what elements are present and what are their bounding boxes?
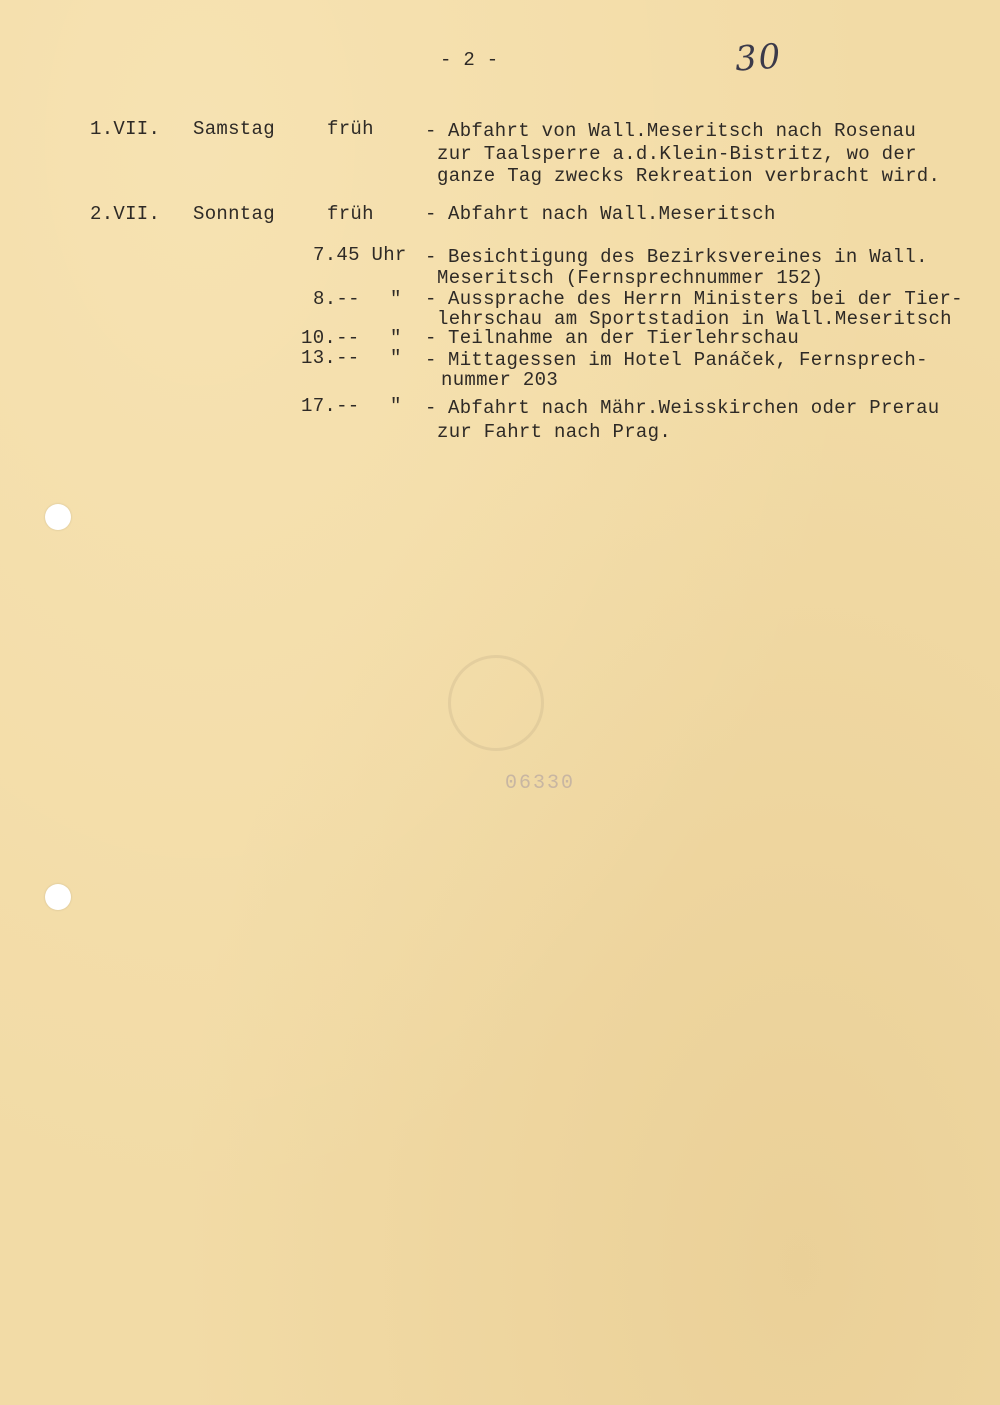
entry-ditto: " <box>390 288 402 310</box>
entry-text-line: Abfahrt nach Mähr.Weisskirchen oder Prerau <box>448 397 940 419</box>
faded-stamp-circle <box>448 655 544 751</box>
entry-text-line: Besichtigung des Bezirksvereines in Wall. <box>448 246 928 268</box>
entry-time: 7.45 Uhr <box>313 244 407 266</box>
entry-ditto: " <box>390 395 402 417</box>
entry-time: 10.-- <box>301 327 360 349</box>
entry-time: früh <box>327 118 374 140</box>
entry-text-line: Abfahrt nach Wall.Meseritsch <box>448 203 776 225</box>
entry-text-line: zur Fahrt nach Prag. <box>437 421 672 443</box>
entry-text-line: Abfahrt von Wall.Meseritsch nach Rosenau <box>448 120 917 142</box>
entry-text-line: zur Taalsperre a.d.Klein-Bistritz, wo der <box>437 143 917 165</box>
entry-time: früh <box>327 203 374 225</box>
punch-hole-top <box>45 504 71 530</box>
entry-date: 2.VII. <box>90 203 161 225</box>
entry-text-line: Mittagessen im Hotel Panáček, Fernsprech- <box>448 349 928 371</box>
entry-text-line: Aussprache des Herrn Ministers bei der Tier- <box>448 288 963 310</box>
entry-ditto: " <box>390 347 402 369</box>
entry-dash: - <box>425 203 437 225</box>
entry-ditto: " <box>390 327 402 349</box>
entry-dash: - <box>425 246 437 268</box>
entry-text-line: ganze Tag zwecks Rekreation verbracht wird. <box>437 165 941 187</box>
punch-hole-bottom <box>45 884 71 910</box>
page-number: - 2 - <box>440 49 499 71</box>
entry-time: 17.-- <box>301 395 360 417</box>
entry-text-line: Teilnahme an der Tierlehrschau <box>448 327 800 349</box>
entry-time: 8.-- <box>313 288 360 310</box>
faded-stamp-number: 06330 <box>505 772 576 795</box>
entry-text-line: lehrschau am Sportstadion in Wall.Meseritsch <box>437 308 952 330</box>
entry-dash: - <box>425 327 437 349</box>
handwritten-folio-number: 30 <box>733 36 784 80</box>
entry-dash: - <box>425 120 437 142</box>
entry-day: Samstag <box>193 118 275 140</box>
entry-day: Sonntag <box>193 203 275 225</box>
entry-text-line: Meseritsch (Fernsprechnummer 152) <box>437 267 824 289</box>
entry-date: 1.VII. <box>90 118 161 140</box>
entry-dash: - <box>425 349 437 371</box>
entry-dash: - <box>425 397 437 419</box>
entry-dash: - <box>425 288 437 310</box>
entry-text-line: nummer 203 <box>441 369 559 391</box>
entry-time: 13.-- <box>301 347 360 369</box>
